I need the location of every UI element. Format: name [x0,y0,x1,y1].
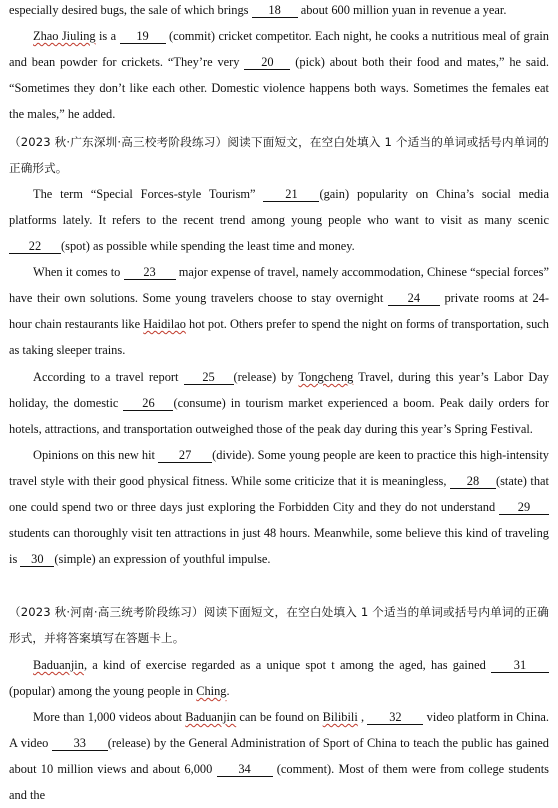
restaurant-name: Haidilao [143,317,186,331]
text: (state) that one could spend two or three days just exploring the Forbidden City and they do not understand [9,474,549,514]
blank-19[interactable]: 19 [120,29,166,44]
text: The term “Special Forces-style Tourism” [33,187,264,201]
paragraph-7 [9,652,549,704]
text: More than 1,000 videos about [33,710,186,724]
person-name: Zhao Jiuling [33,29,96,43]
blank-31[interactable]: 31 [491,658,549,673]
text: especially desired bugs, the sale of which brings [9,3,252,17]
text: When it comes to [33,265,124,279]
text: hot pot. Others prefer to spend the night on forms of transportation, such as taking sleeper trains. [9,317,550,357]
country-name: Ching [196,684,227,698]
text: (gain) popularity on China’s social media platforms lately. It refers to the recent trend among young people who want to visit as many scenic [9,187,550,227]
blank-33[interactable]: 33 [52,736,108,751]
platform-name: Bilibili [322,710,358,724]
blank-29[interactable]: 29 [499,500,549,515]
text: (commit) cricket competitor. Each night, he cooks a nutritious meal of grain and bean powder for crickets. “They’re very [9,29,549,69]
text: about 600 million yuan in revenue a year. [297,3,507,17]
paragraph-4 [9,259,549,363]
blank-20[interactable]: 20 [244,55,290,70]
blank-22[interactable]: 22 [9,239,61,254]
passage-2-header: （2023 秋·广东深圳·高三校考阶段练习）阅读下面短文，在空白处填入 1 个适当的单词或括号内单词的正确形式。 [9,135,549,175]
blank-28[interactable]: 28 [450,474,496,489]
text: According to a travel report [33,370,184,384]
text: (spot) as possible while spending the least time and money. [61,239,355,253]
blank-27[interactable]: 27 [158,448,212,463]
text: can be found on [236,710,323,724]
blank-23[interactable]: 23 [124,265,176,280]
blank-32[interactable]: 32 [367,710,423,725]
text: (comment). Most of them were from college students and the [9,762,549,802]
exercise-name: Baduanjin [33,658,84,672]
text: major expense of travel, namely accommodation, Chinese “special forces” have their own solutions. Some young travelers choose to stay overnight [9,265,550,305]
paragraph-3 [9,181,549,259]
blank-34[interactable]: 34 [217,762,273,777]
passage-3-header: （2023 秋·河南·高三统考阶段练习）阅读下面短文，在空白处填入 1 个适当的单词或括号内单词的正确形式，并将答案填写在答题卡上。 [9,605,549,645]
text: (pick) about both their food and mates,” he said. “Sometimes they don’t like each other. Domestic violence happens both ways. Sometimes the females eat the males,” he added. [9,55,549,121]
text: video platform in China. A video [9,710,549,750]
text: , [357,710,368,724]
paragraph-8 [9,704,549,808]
text: (simple) an expression of youthful impulse. [54,552,271,566]
blank-18[interactable]: 18 [252,3,298,18]
paragraph-2 [9,23,549,127]
text: (release) by [233,370,299,384]
blank-30[interactable]: 30 [20,552,54,567]
text: (consume) in tourism market experienced a boom. Peak daily orders for hotels, attractions, and transportation outweighed those of the peak day during this year’s Spring Festival. [9,396,549,436]
text: , a kind of exercise regarded as a unique spot t among the aged, has gained [83,658,491,672]
text: (popular) among the young people in [9,684,197,698]
text: Travel, during this year’s Labor Day holiday, the domestic [9,370,549,410]
paragraph-1 [9,0,549,23]
text: (divide). Some young people are keen to practice this high-intensity travel style with their good physical fitness. While some criticize that it is meaningless, [9,448,549,488]
company-name: Tongcheng [298,370,354,384]
text: Opinions on this new hit [33,448,159,462]
paragraph-6 [9,442,549,572]
text: . [226,684,230,698]
text: is a [95,29,120,43]
text: (release) by the General Administration of Sport of China to teach the public has gained about 10 million views and about 6,000 [9,736,549,776]
exercise-name: Baduanjin [185,710,237,724]
blank-26[interactable]: 26 [123,396,173,411]
blank-24[interactable]: 24 [388,291,440,306]
blank-25[interactable]: 25 [184,370,234,385]
text: private rooms at 24-hour chain restaurants like [9,291,549,331]
blank-21[interactable]: 21 [263,187,319,202]
paragraph-5 [9,364,549,442]
text: students can thoroughly visit ten attractions in just 48 hours. Meanwhile, some believe this kind of traveling is [9,526,549,566]
